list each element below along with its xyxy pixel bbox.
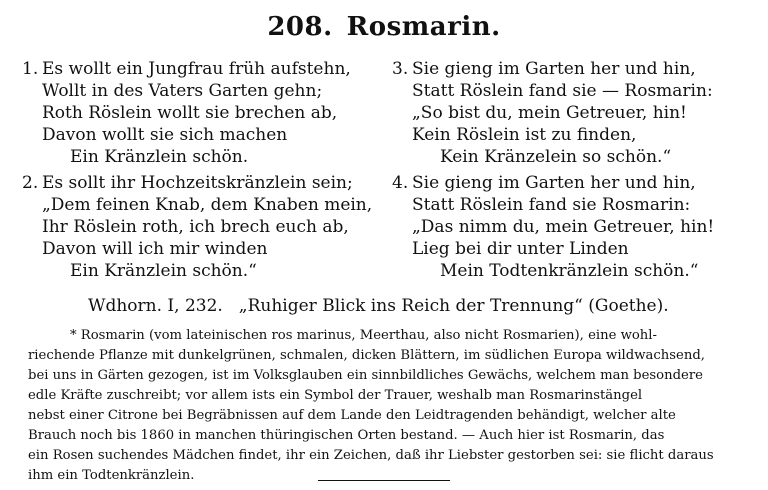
- verse-line: Es wollt ein Jungfrau früh aufstehn,: [42, 59, 351, 79]
- verse-line: Statt Röslein fand sie Rosmarin:: [412, 195, 691, 215]
- verse-line: „So bist du, mein Getreuer, hin!: [412, 103, 687, 123]
- source-note: „Ruhiger Blick ins Reich der Trennung“ (Goethe).: [238, 296, 669, 316]
- verse-line: Ihr Röslein roth, ich brech euch ab,: [42, 217, 349, 237]
- verse-line: Davon wollt sie sich machen: [42, 125, 288, 145]
- source-reference: Wdhorn. I, 232.: [88, 296, 223, 316]
- verse-line: Statt Röslein fand sie — Rosmarin:: [412, 81, 713, 101]
- stanza-number: 4.: [392, 173, 409, 193]
- verse-line: Kein Röslein ist zu finden,: [412, 125, 637, 145]
- footnote-line: bei uns in Gärten gezogen, ist im Volksglauben ein sinnbildliches Gewächs, welchem man besondere: [28, 368, 703, 383]
- footnote-line: riechende Pflanze mit dunkelgrünen, schmalen, dicken Blättern, im südlichen Europa wildwachsend,: [28, 348, 705, 363]
- footnote-line: nebst einer Citrone bei Begräbnissen auf dem Lande den Leidtragenden behändigt, welcher alte: [28, 408, 676, 423]
- page-title: [0, 12, 768, 42]
- footer-rule: [318, 480, 450, 481]
- footnote-line: Brauch noch bis 1860 in manchen thüringischen Orten bestand. — Auch hier ist Rosmarin, das: [28, 428, 665, 443]
- song-title: Rosmarin.: [346, 12, 501, 42]
- verse-line: Davon will ich mir winden: [42, 239, 268, 259]
- stanza-number: 2.: [22, 173, 39, 193]
- verse-line: Roth Röslein wollt sie brechen ab,: [42, 103, 338, 123]
- verse-line: Es sollt ihr Hochzeitskränzlein sein;: [42, 173, 353, 193]
- verse-line: Sie gieng im Garten her und hin,: [412, 59, 696, 79]
- verse-line: „Das nimm du, mein Getreuer, hin!: [412, 217, 715, 237]
- verse-line: Lieg bei dir unter Linden: [412, 239, 629, 259]
- source-citation: [88, 296, 708, 316]
- footnote-line: ein Rosen suchendes Mädchen findet, ihr ein Zeichen, daß ihr Liebster gestorben sei: sie flicht daraus: [28, 448, 714, 463]
- verse-line: Kein Kränzelein so schön.“: [440, 147, 672, 167]
- verse-line: Mein Todtenkränzlein schön.“: [440, 261, 699, 281]
- footnote-line: edle Kräfte zuschreibt; vor allem ists ein Symbol der Trauer, weshalb man Rosmarinstängel: [28, 388, 643, 403]
- stanza-number: 1.: [22, 59, 39, 79]
- verse-line: „Dem feinen Knab, dem Knaben mein,: [42, 195, 373, 215]
- footnote: [28, 326, 740, 486]
- verse-line: Wollt in des Vaters Garten gehn;: [42, 81, 323, 101]
- stanza-3: [392, 58, 713, 168]
- stanza-number: 3.: [392, 59, 409, 79]
- song-number: 208.: [267, 12, 333, 42]
- footnote-line: ihm ein Todtenkränzlein.: [28, 468, 195, 483]
- verse-line: Ein Kränzlein schön.: [70, 147, 249, 167]
- stanza-1: [22, 58, 351, 168]
- verse-line: Ein Kränzlein schön.“: [70, 261, 257, 281]
- footnote-line: * Rosmarin (vom lateinischen ros marinus, Meerthau, also nicht Rosmarien), eine wohl-: [70, 328, 657, 343]
- verse-line: Sie gieng im Garten her und hin,: [412, 173, 696, 193]
- stanza-4: [392, 172, 714, 282]
- stanza-2: [22, 172, 372, 282]
